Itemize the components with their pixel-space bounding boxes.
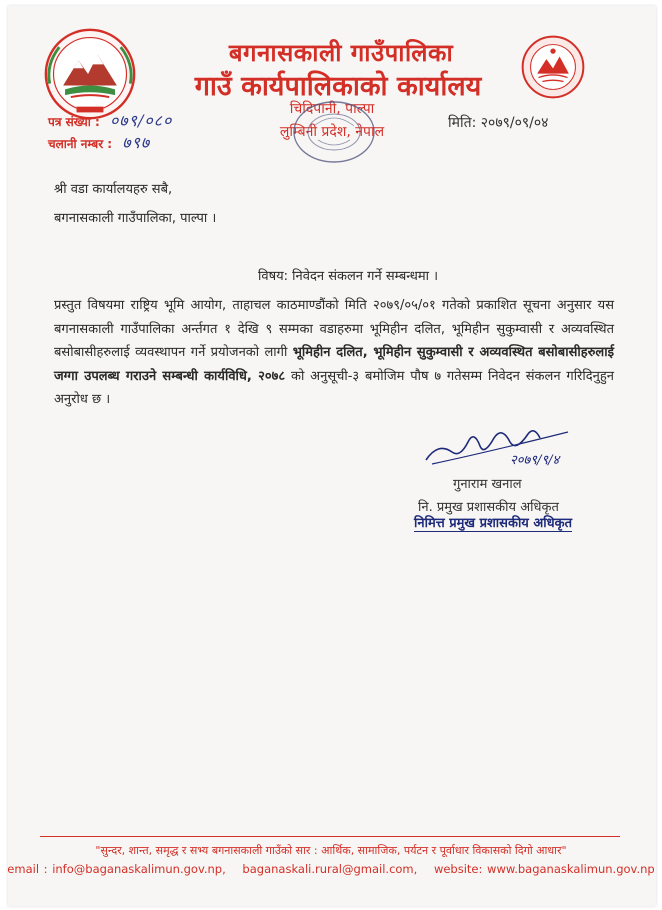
body-text-bold: भूमिहीन दलित, भूमिहीन सुकुम्वासी र अव्यवस्थित बसोबासीहरुलाई जग्गा उपलब्ध गराउने सम्बन्धी कार्यविधि, २०७८ [54,345,614,384]
footer-email-2: baganaskali.rural@gmail.com, [242,862,418,876]
office-name: गाउँ कार्यपालिकाको कार्यालय [194,71,482,102]
signatory-title: नि. प्रमुख प्रशासकीय अधिकृत [418,500,559,515]
handwritten-signature [418,412,588,470]
organization-name: बगनासकाली गाउँपालिका [228,39,454,67]
footer-divider [40,836,620,837]
date-value: २०७९/०९/०४ [480,115,549,131]
recipient-line-1: श्री वडा कार्यालयहरु सबै, [54,182,173,197]
body-text-part-1: प्रस्तुत विषयमा राष्ट्रिय भूमि आयोग, ताहाचल काठमाण्डौंको मिति २०७९/०५/०१ गतेको प्रकाशित सूचना अनुसार यस बगनासकाली गाउँपालिका अर्न्तगत १ देखि ९ सम्मका वडाहरुमा भूमिहीन दलित, भूमिहीन सुकुम्वासी र अव्यवस्थित बसोबासीहरुलाई व्यवस्थापन गर्ने प्रयोजनको लागी [54,298,614,360]
signature-date: २०७९/९/४ [510,453,560,468]
dispatch-number-row [48,131,150,153]
body-text-part-2: को अनुसूची-३ बमोजिम पौष ७ गतेसम्म निवेदन संकलन गरिदिनुहुन अनुरोध छ । [54,368,614,407]
date-row [448,113,548,132]
letter-number-label: पत्र संख्या : [48,115,100,129]
footer-email-1: email : info@baganaskalimun.gov.np, [7,862,226,876]
footer-contact [0,862,662,876]
designation-stamp: निमित्त प्रमुख प्रशासकीय अधिकृत [414,516,573,531]
date-label: मिति: [448,115,477,131]
letter-number-row [48,109,172,131]
designation-stamp-underline [414,531,572,532]
dispatch-number-label: चलानी नम्बर : [48,137,113,151]
recipient-line-2: बगनासकाली गाउँपालिका, पाल्पा । [54,211,217,226]
footer-motto: "सुन्दर, शान्त, समृद्ध र सभ्य बगनासकाली गाउँको सार : आर्थिक, सामाजिक, पर्यटन र पूर्वाधार विकासको दिगो आधार" [95,844,567,857]
address-line-2: लुम्बिनी प्रदेश, नेपाल [279,124,385,140]
letter-body [54,294,614,412]
dispatch-number-value: ७९७ [122,133,151,152]
letter-number-value: ०७९/०८० [109,111,173,130]
address-line-1: चिदिपानी, पाल्पा [289,101,375,117]
footer-website: website: www.baganaskalimun.gov.np [433,862,655,876]
office-round-stamp [288,96,380,166]
signatory-name: गुनाराम खनाल [453,477,522,492]
subject-line: विषय: निवेदन संकलन गर्ने सम्बन्धमा । [258,269,439,284]
